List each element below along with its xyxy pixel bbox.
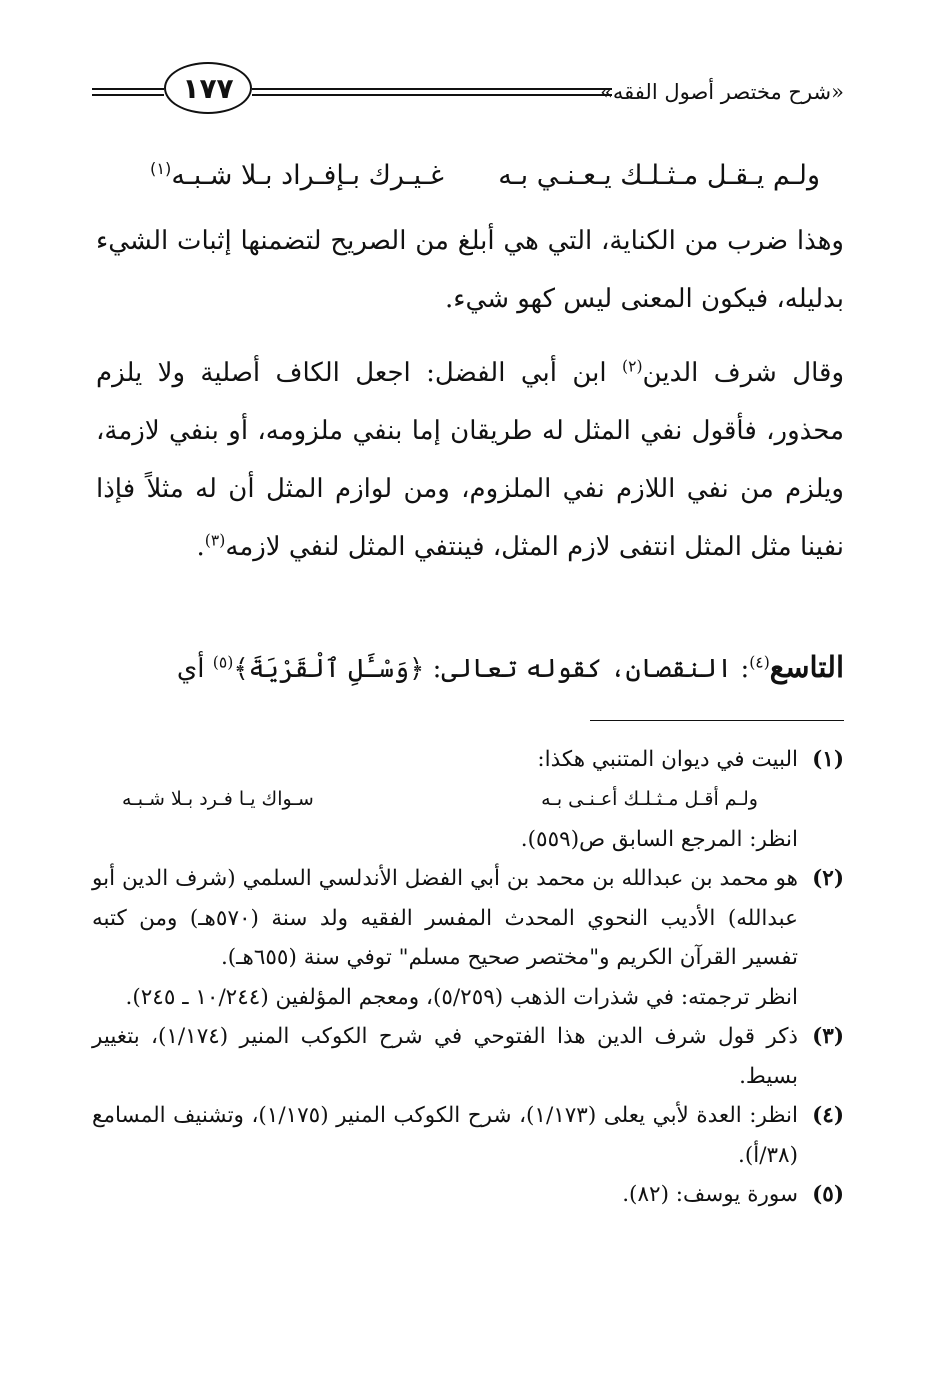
footnote-reference [92,978,844,1018]
footnote-number: (٤) [812,1103,844,1128]
verse-second-hemistich: سـواك يـا فـرد بـلا شـبـه [122,787,314,810]
footnote-separator [590,720,844,721]
footnote-text: سورة يوسف: (٨٢). [622,1182,798,1207]
paragraph-text: أي [176,654,213,684]
paragraph-text: : النقصان، كقوله تعالى: ﴿وَسْـَٔلِ ٱلْقَرْيَةَ﴾ [233,654,750,684]
page-header [92,62,844,122]
footnote-text: انظر: المرجع السابق ص(٥٥٩). [520,826,798,852]
body-paragraph [96,212,844,328]
paragraph-text: وقال شرف الدين [642,358,844,388]
footnote-number: (٣) [812,1024,844,1049]
paragraph-text: ابن أبي الفضل: اجعل الكاف أصلية ولا يلزم محذور، فأقول نفي المثل له طريقان إما بنفي ملزومه، أو بنفي لازمة، ويلزم من نفي اللازم نفي الملزوم، ومن لوازم المثل أن له مثلاً فإذا نفينا مثل المثل انتفى لازم المثل، فينتفي المثل لنفي لازمه [96,358,844,562]
header-rule [92,88,164,96]
footnote-verse [92,780,798,820]
footnote-3 [92,1017,844,1096]
footnotes [92,740,844,1215]
section-term: التاسع [769,650,844,684]
footnote-reference [92,820,844,860]
footnote-text: ذكر قول شرف الدين هذا الفتوحي في شرح الكوكب المنير (١/١٧٤)، بتغيير بسيط. [92,1024,799,1089]
footnote-number: (١) [812,747,844,772]
header-rule [252,88,542,96]
verse-first-hemistich: ولـم أقـل مـثـلـك أعـنـى بـه [541,787,758,810]
footnote-ref[interactable]: (١) [150,159,172,178]
paragraph-text: . [196,532,205,562]
footnote-2 [92,859,844,978]
body-paragraph [96,344,844,576]
footnote-text: انظر ترجمته: في شذرات الذهب (٥/٢٥٩)، ومعجم المؤلفين (١٠/٢٤٤ ـ ٢٤٥). [125,984,798,1010]
footnote-text: انظر: العدة لأبي يعلى (١/١٧٣)، شرح الكوكب المنير (١/١٧٥)، وتشنيف المسامع (٣٨/أ). [92,1103,798,1168]
footnote-ref[interactable]: (٢) [621,357,643,376]
footnote-text: هو محمد بن عبدالله بن محمد بن أبي الفضل الأندلسي السلمي (شرف الدين أبو عبدالله) الأديب النحوي المحدث المفسر الفقيه ولد سنة (٥٧٠هـ) ومن كتبه تفسير القرآن الكريم و"مختصر صحيح مسلم" توفي سنة (٦٥٥هـ). [92,866,798,970]
footnote-5 [92,1175,844,1215]
footnote-1 [92,740,844,780]
footnote-number: (٥) [812,1182,844,1207]
footnote-ref[interactable]: (٥) [212,653,234,672]
footnote-4 [92,1096,844,1175]
poem-verse [150,160,820,200]
verse-first-hemistich: ولـم يـقـل مـثـلـك يـعـنـي بـه [498,160,820,191]
verse-second-hemistich: غـيـرك بـإفـراد بـلا شـبـه$^{(١)}$ [150,159,444,191]
footnote-text: البيت في ديوان المتنبي هكذا: [537,747,798,772]
footnote-number: (٢) [812,866,844,891]
footnote-ref[interactable]: (٤) [749,653,770,672]
page-number-badge [164,62,252,114]
footnote-ref[interactable]: (٣) [204,531,226,550]
paragraph-text: وهذا ضرب من الكناية، التي هي أبلغ من الصريح لتضمنها إثبات الشيء بدليله، فيكون المعنى ليس كهو شيء. [96,226,844,314]
running-title: «شرح مختصر أصول الفقه» [600,80,844,104]
page-number: ١٧٧ [182,71,234,105]
body-paragraph [96,638,844,698]
